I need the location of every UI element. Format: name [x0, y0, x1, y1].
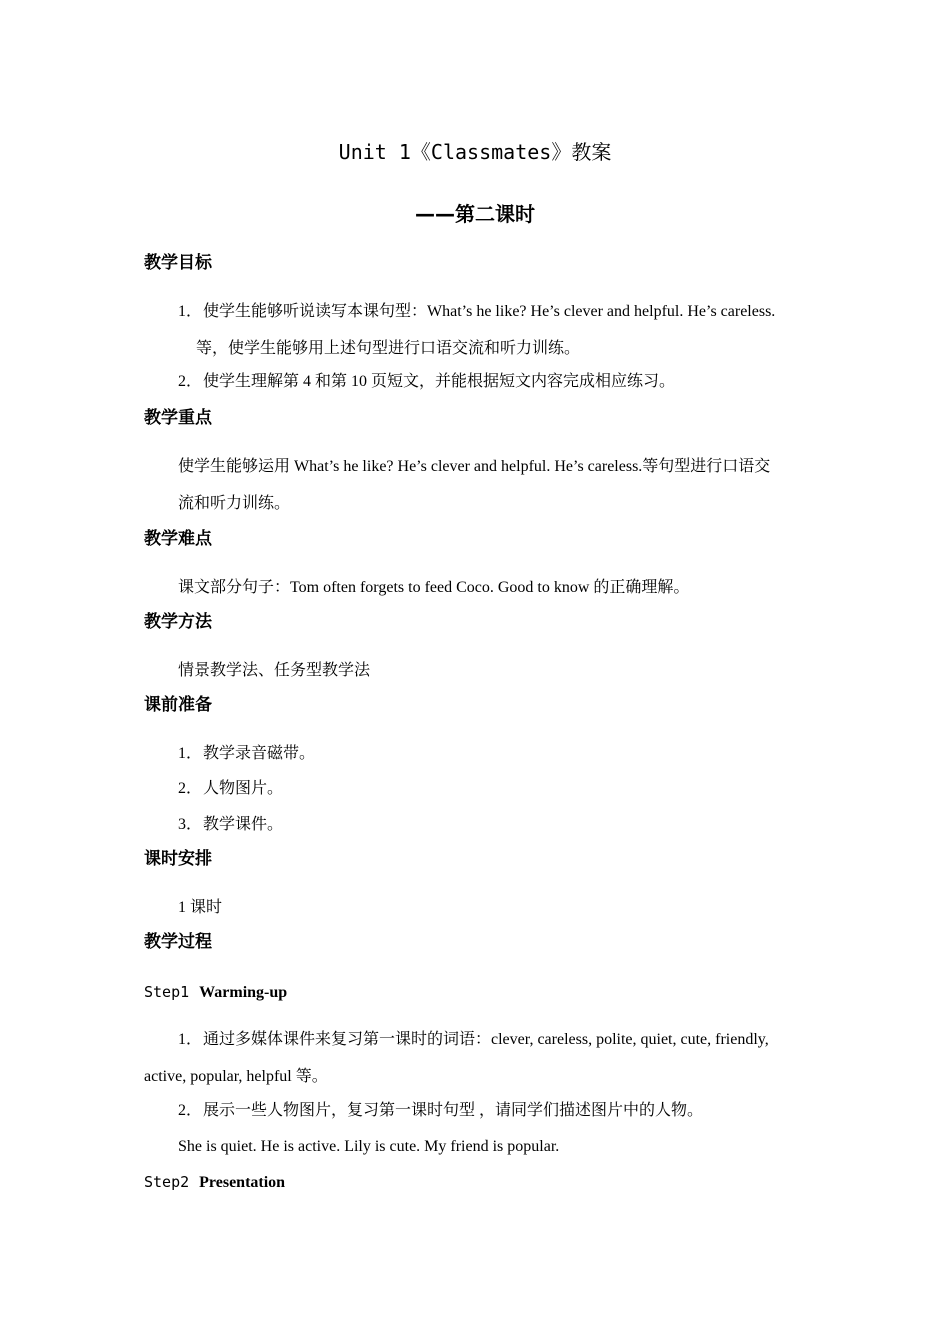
list-item-text: 通过多媒体课件来复习第一课时的词语：clever, careless, polite, quiet, cute, friendly,	[203, 1031, 769, 1048]
list-item-text-continued: active, popular, helpful 等。	[144, 1068, 328, 1085]
list-item-text: 人物图片。	[203, 780, 284, 797]
list-item-number: 2．	[178, 373, 203, 390]
list-item-text: 使学生理解第 4 和第 10 页短文，并能根据短文内容完成相应练习。	[203, 373, 676, 390]
step-name: Warming-up	[199, 984, 288, 1001]
list-item-number: 2．	[178, 1102, 203, 1119]
page-title: Unit 1《Classmates》教案	[338, 140, 612, 164]
page-subtitle: ——第二课时	[415, 202, 535, 226]
list-item-text: 教学录音磁带。	[203, 745, 316, 762]
list-item-text: 展示一些人物图片，复习第一课时句型 ，请同学们描述图片中的人物。	[203, 1102, 704, 1119]
step-heading	[144, 982, 287, 1003]
list-item-number: 3．	[178, 816, 203, 833]
section-heading-key-points: 教学重点	[144, 408, 212, 428]
paragraph-text: 1 课时	[178, 899, 223, 916]
example-sentences: She is quiet. He is active. Lily is cute. My friend is popular.	[178, 1138, 560, 1155]
section-heading-schedule: 课时安排	[144, 849, 212, 869]
section-heading-difficulties: 教学难点	[144, 529, 212, 549]
step-label: Step1	[144, 983, 190, 1001]
section-heading-goals: 教学目标	[144, 253, 212, 273]
paragraph-text: 使学生能够运用 What’s he like? He’s clever and helpful. He’s careless.等句型进行口语交	[178, 458, 771, 475]
list-item-text-continued: 等，使学生能够用上述句型进行口语交流和听力训练。	[196, 340, 581, 357]
paragraph-text: 课文部分句子：Tom often forgets to feed Coco. Good to know 的正确理解。	[178, 579, 690, 596]
step-heading	[144, 1172, 285, 1193]
list-item-number: 1．	[178, 303, 203, 320]
list-item-text: 使学生能够听说读写本课句型：What’s he like? He’s clever and helpful. He’s careless.	[203, 303, 776, 320]
list-item-text: 教学课件。	[203, 816, 284, 833]
paragraph-text-continued: 流和听力训练。	[178, 495, 291, 512]
step-name: Presentation	[199, 1174, 286, 1191]
section-heading-preparation: 课前准备	[144, 695, 212, 715]
paragraph-text: 情景教学法、任务型教学法	[178, 662, 371, 679]
list-item-number: 1．	[178, 1031, 203, 1048]
section-heading-methods: 教学方法	[144, 612, 212, 632]
list-item-number: 2．	[178, 780, 203, 797]
section-heading-process: 教学过程	[144, 932, 212, 952]
list-item-number: 1．	[178, 745, 203, 762]
step-label: Step2	[144, 1173, 190, 1191]
